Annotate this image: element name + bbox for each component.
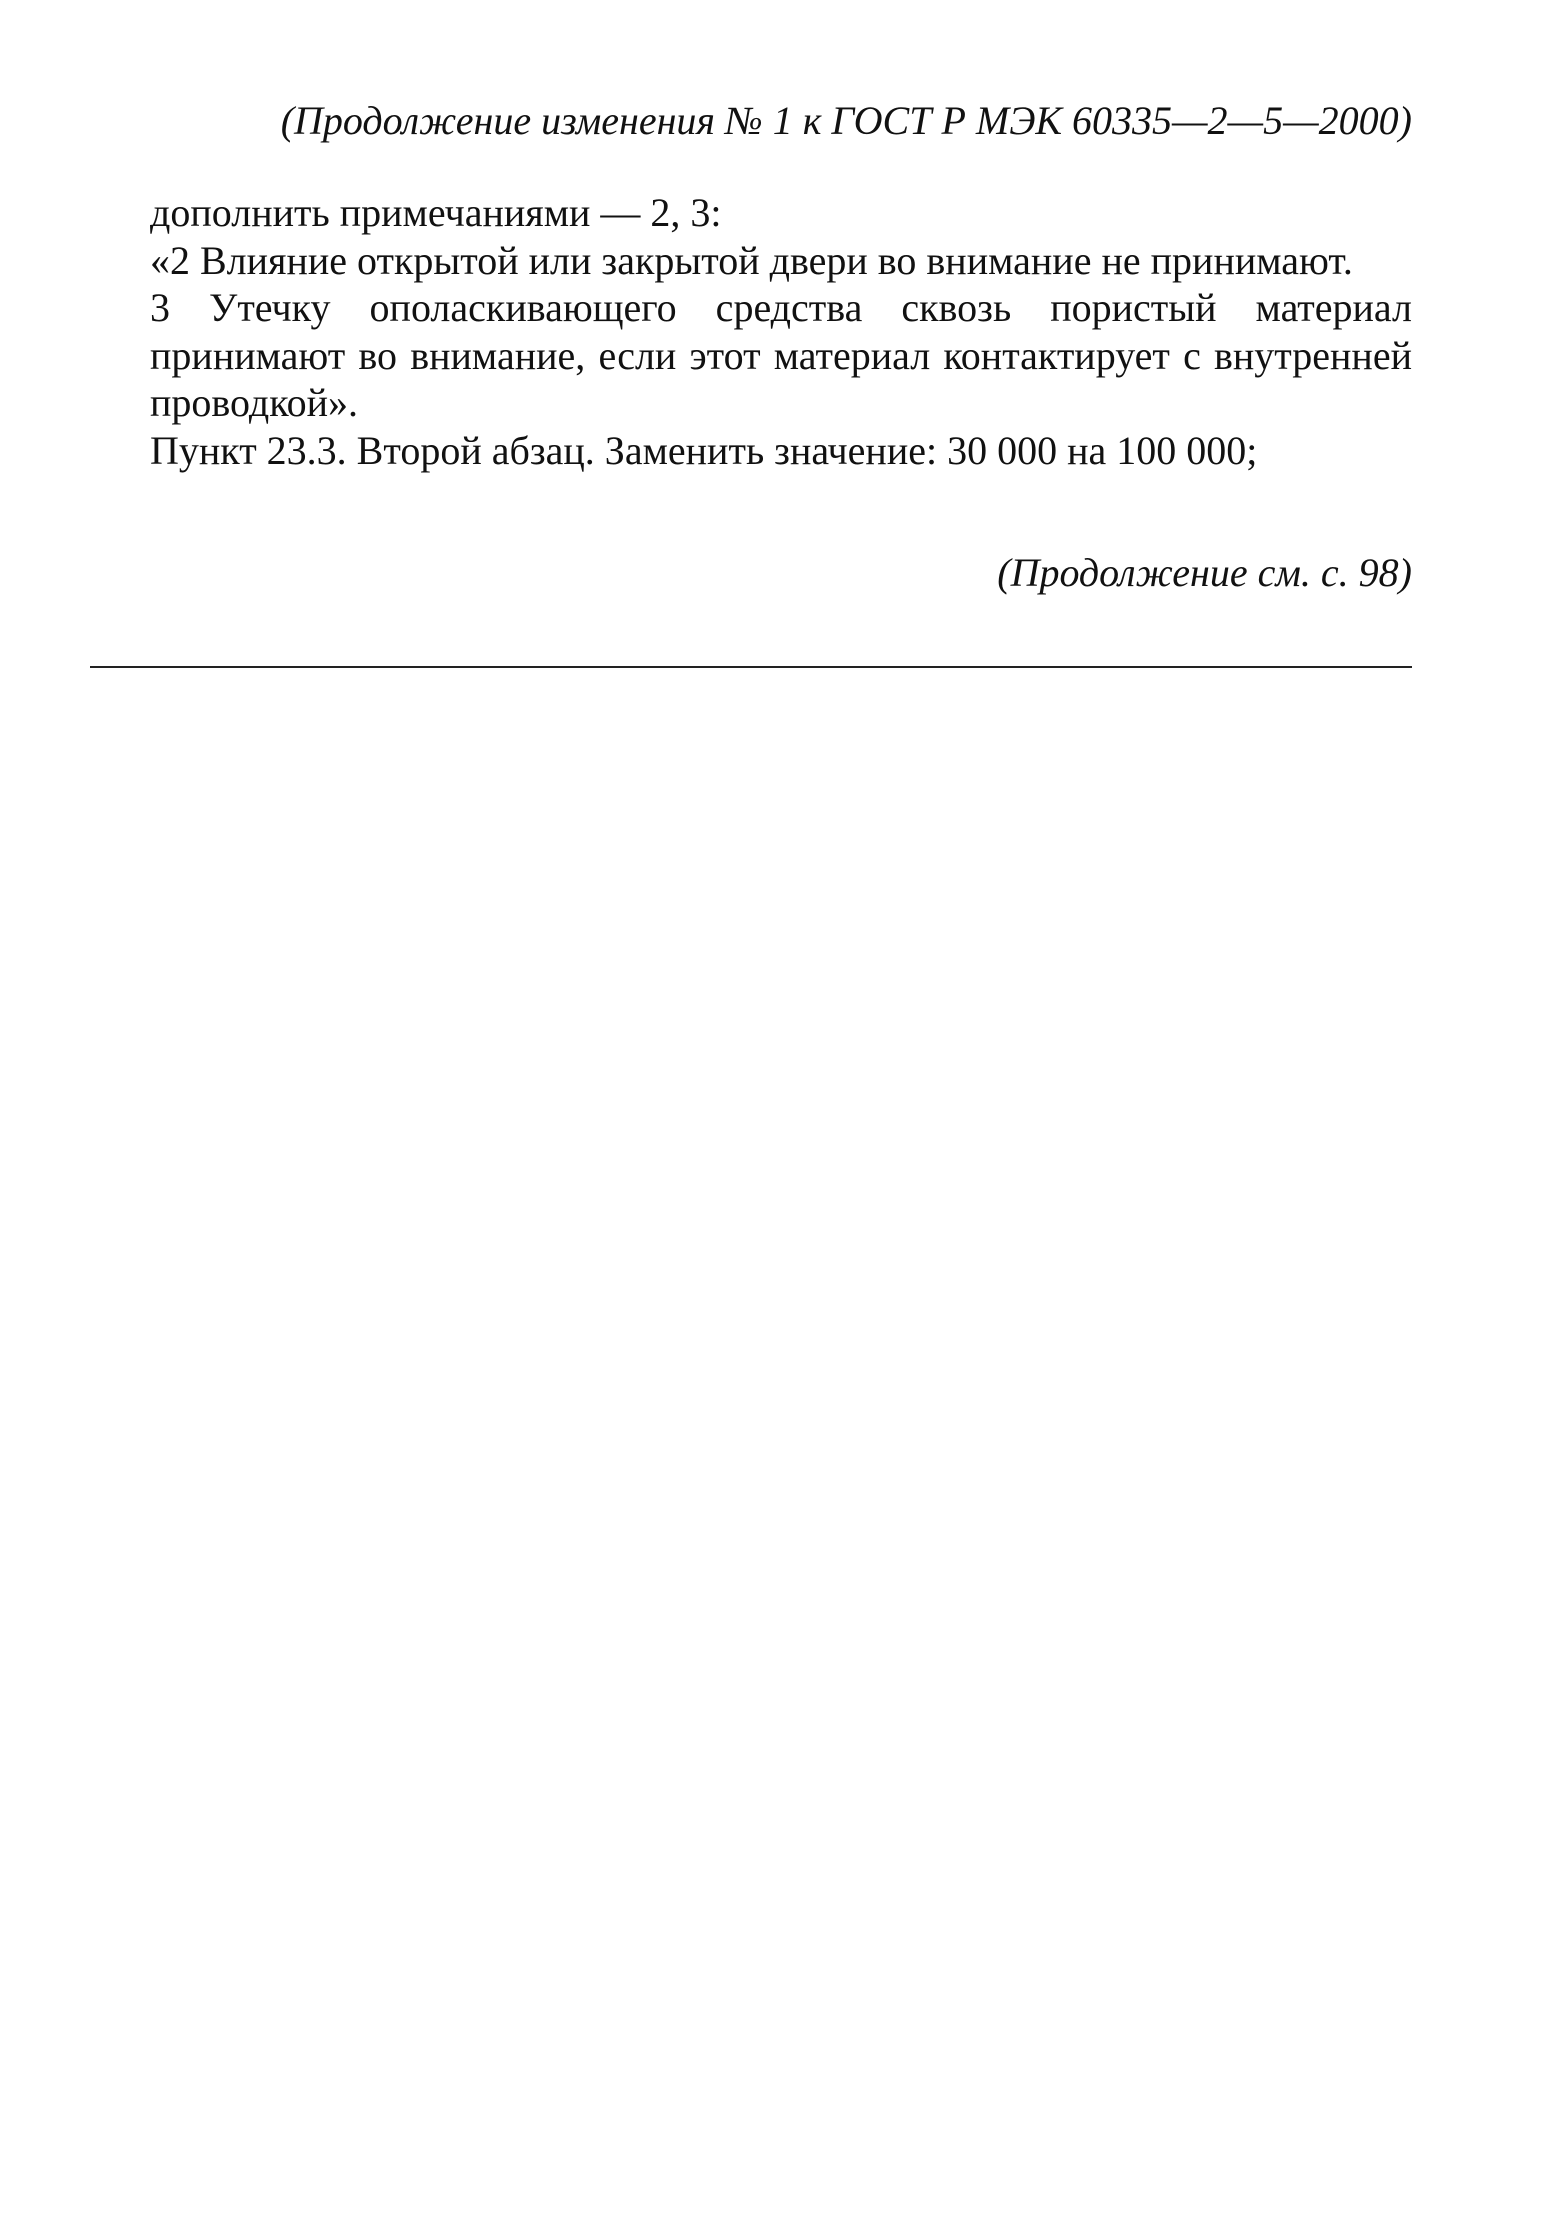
body-text xyxy=(150,189,1412,474)
paragraph-note-3: 3 Утечку ополаскивающего средства сквозь пористый материал принимают во внимание, если этот материал контактирует с внутренней проводкой». xyxy=(150,285,1412,425)
paragraph-note-2: «2 Влияние открытой или закрытой двери во внимание не принимают. xyxy=(150,237,1353,283)
section-divider xyxy=(90,666,1412,668)
continuation-note: (Продолжение см. с. 98) xyxy=(997,550,1412,595)
running-header: (Продолжение изменения № 1 к ГОСТ Р МЭК 60335—2—5—2000) xyxy=(280,98,1412,143)
paragraph-clause-23-3: Пункт 23.3. Второй абзац. Заменить значение: 30 000 на 100 000; xyxy=(150,427,1258,473)
paragraph-amendment-intro: дополнить примечаниями — 2, 3: xyxy=(150,190,722,235)
